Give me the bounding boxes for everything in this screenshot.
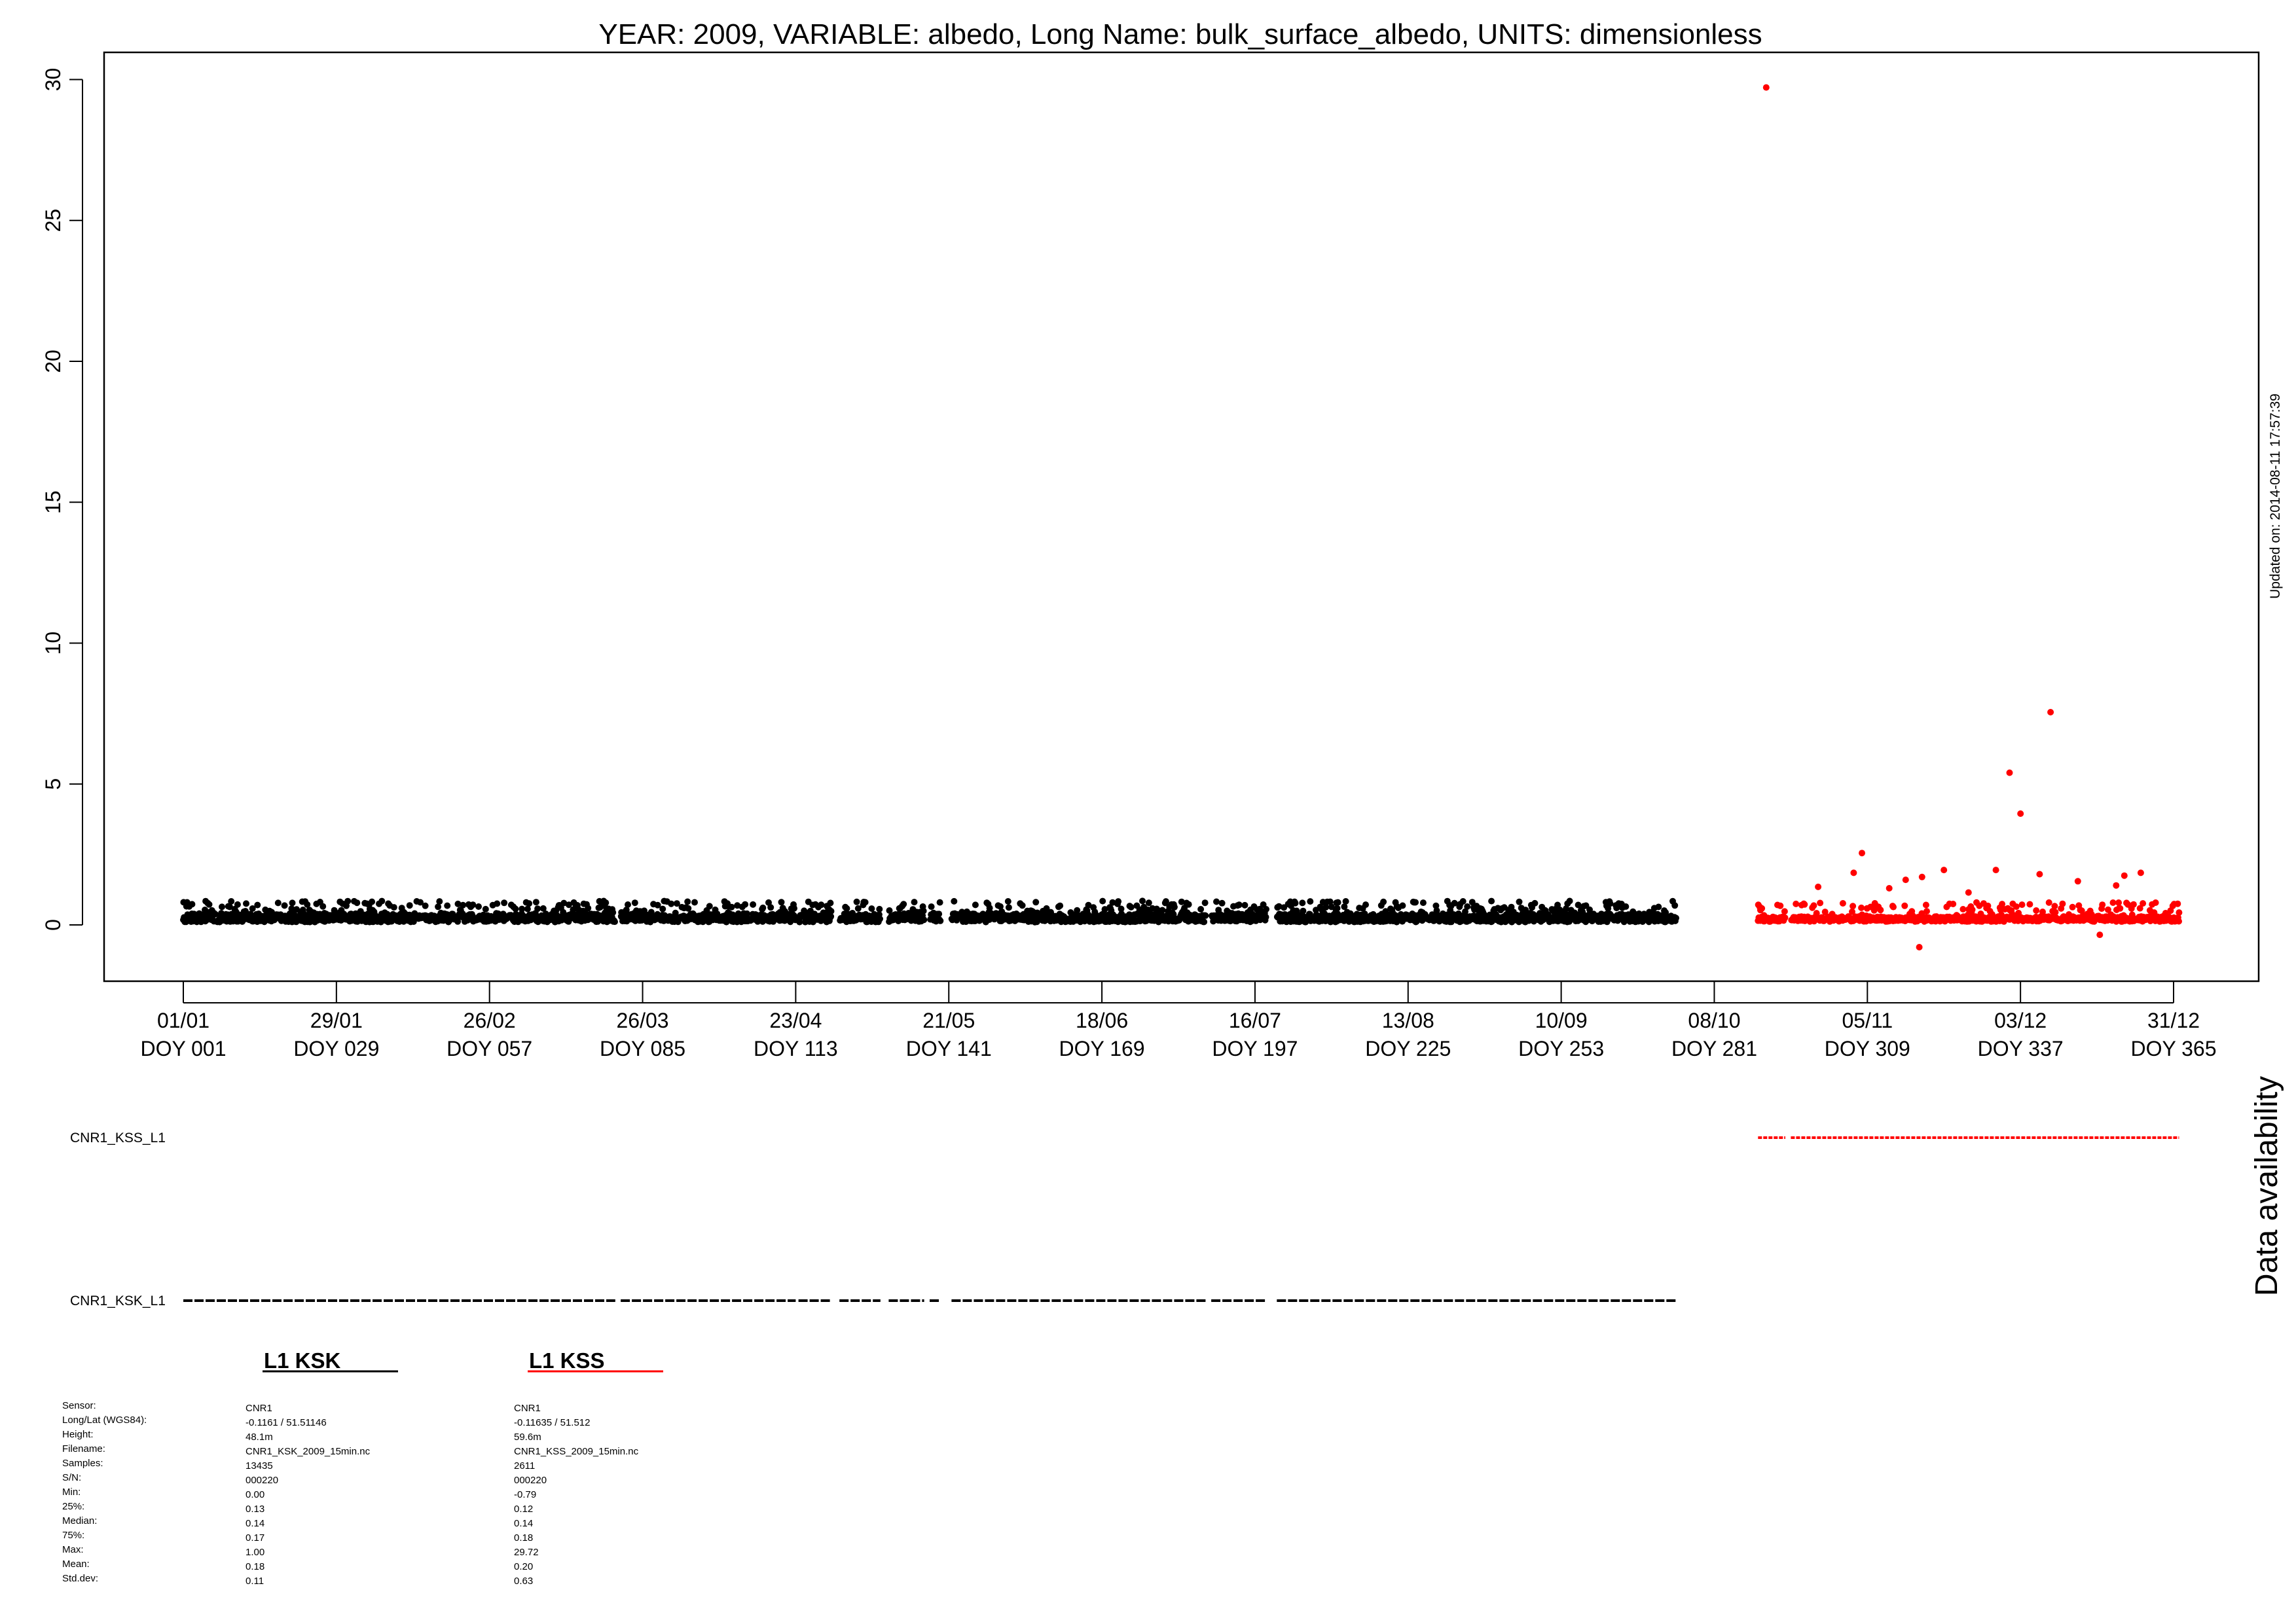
data-point	[937, 918, 943, 924]
stats-value-ksk: 1.00	[246, 1547, 265, 1558]
data-point	[742, 901, 748, 908]
data-point	[1322, 904, 1329, 911]
stats-value-kss: 0.18	[514, 1532, 534, 1543]
data-point	[501, 899, 507, 906]
data-point	[1850, 903, 1856, 909]
y-tick-label: 10	[41, 631, 65, 655]
data-point	[1531, 900, 1538, 907]
data-point-outlier	[2075, 878, 2081, 884]
data-point	[1412, 899, 1419, 906]
stats-value-kss: 2611	[514, 1460, 536, 1471]
data-point	[378, 898, 385, 905]
stats-value-ksk: CNR1_KSK_2009_15min.nc	[246, 1446, 371, 1457]
stats-value-ksk: 0.17	[246, 1532, 265, 1543]
data-point	[2130, 901, 2137, 908]
data-point	[1420, 899, 1427, 906]
data-point	[469, 901, 476, 908]
x-tick-doy: DOY 197	[1212, 1037, 1298, 1060]
y-tick-label: 15	[41, 490, 65, 514]
data-point	[391, 904, 397, 911]
stats-label: Filename:	[62, 1443, 105, 1454]
data-point	[668, 901, 674, 907]
data-point	[1146, 899, 1152, 906]
stats-label: Max:	[62, 1544, 84, 1555]
data-point	[1567, 898, 1573, 905]
data-point	[1950, 901, 1956, 907]
x-tick-doy: DOY 365	[2130, 1037, 2217, 1060]
x-tick-doy: DOY 057	[446, 1037, 533, 1060]
data-point-outlier	[2017, 810, 2024, 817]
x-tick-date: 21/05	[922, 1009, 975, 1032]
data-point	[877, 916, 883, 922]
data-point	[1202, 899, 1209, 906]
data-point	[1460, 898, 1467, 905]
data-point	[275, 899, 282, 906]
x-tick-date: 18/06	[1076, 1009, 1129, 1032]
availability-row-label: CNR1_KSS_L1	[70, 1130, 166, 1146]
data-point	[818, 901, 824, 908]
data-point	[436, 898, 443, 905]
data-point	[886, 907, 893, 914]
updated-timestamp: Updated on: 2014-08-11 17:57:39	[2268, 393, 2283, 599]
data-point	[1241, 902, 1248, 909]
data-point-outlier	[1919, 874, 1925, 880]
data-point	[2069, 904, 2076, 911]
data-point	[602, 899, 609, 906]
data-point	[1673, 915, 1679, 922]
data-point-outlier	[2121, 873, 2128, 879]
data-point	[759, 905, 766, 911]
data-point	[1671, 902, 1678, 909]
data-point	[1019, 902, 1026, 909]
data-point-outlier	[2036, 871, 2043, 878]
data-point	[189, 901, 195, 907]
chart-title: YEAR: 2009, VARIABLE: albedo, Long Name: bulk_surface_albedo, UNITS: dimensionless	[598, 18, 1762, 50]
x-tick-date: 08/10	[1688, 1009, 1741, 1032]
data-point-outlier	[1859, 850, 1865, 856]
data-availability	[70, 1130, 2179, 1308]
y-tick-label: 25	[41, 208, 65, 232]
data-point	[1516, 899, 1523, 905]
data-point	[289, 899, 296, 906]
stats-value-kss: 0.14	[514, 1518, 534, 1529]
data-point	[1299, 899, 1305, 906]
x-tick-doy: DOY 141	[905, 1037, 992, 1060]
stats-label: Median:	[62, 1515, 98, 1526]
data-point	[1362, 901, 1369, 908]
data-point	[1840, 900, 1846, 907]
data-point	[1236, 901, 1243, 908]
data-point	[659, 906, 666, 912]
y-tick-label: 20	[41, 350, 65, 373]
x-tick-date: 13/08	[1381, 1009, 1434, 1032]
data-point	[691, 899, 698, 906]
data-point	[1655, 904, 1662, 911]
data-point	[1115, 898, 1121, 905]
data-point	[936, 911, 942, 917]
data-point	[1877, 907, 1884, 913]
x-tick-doy: DOY 281	[1671, 1037, 1757, 1060]
stats-value-ksk: 0.00	[246, 1489, 265, 1500]
data-point	[1622, 903, 1629, 910]
x-tick-date: 31/12	[2147, 1009, 2200, 1032]
data-point	[1801, 901, 1808, 908]
data-point	[1171, 904, 1178, 911]
data-point	[610, 909, 616, 916]
data-point-outlier	[1993, 867, 1999, 873]
y-tick-label: 5	[41, 778, 65, 790]
x-tick-doy: DOY 029	[293, 1037, 380, 1060]
stats-value-kss: -0.11635 / 51.512	[514, 1417, 591, 1428]
data-point	[827, 900, 833, 907]
data-point	[1032, 899, 1039, 905]
data-point	[1890, 904, 1897, 911]
stats-value-ksk: CNR1	[246, 1403, 272, 1414]
data-point	[1300, 908, 1306, 914]
data-point	[494, 901, 500, 907]
legend-label: L1 KSK	[264, 1348, 341, 1373]
legend	[263, 1348, 663, 1373]
data-point	[1006, 904, 1012, 911]
data-point	[1969, 907, 1976, 913]
data-point	[2026, 901, 2033, 908]
stats-value-kss: 0.20	[514, 1561, 534, 1572]
data-point-outlier	[1941, 867, 1947, 873]
data-point	[920, 916, 927, 923]
x-tick-date: 03/12	[1994, 1009, 2047, 1032]
stats-value-kss: 0.12	[514, 1504, 534, 1515]
stats-value-ksk: 0.13	[246, 1504, 265, 1515]
plot-frame	[104, 52, 2259, 981]
data-point	[1781, 908, 1788, 914]
x-tick-date: 05/11	[1842, 1009, 1893, 1032]
data-point	[843, 905, 850, 912]
data-point	[767, 904, 774, 911]
data-point	[611, 918, 618, 925]
legend-label: L1 KSS	[529, 1348, 605, 1373]
data-point	[1202, 912, 1209, 919]
data-point	[2051, 903, 2058, 909]
data-point	[1380, 899, 1387, 905]
data-point	[1923, 908, 1930, 914]
data-point	[1901, 903, 1908, 909]
stats-label: Sensor:	[62, 1400, 96, 1411]
data-point	[526, 900, 532, 907]
data-point	[1099, 898, 1106, 905]
data-point	[862, 899, 869, 905]
data-point	[1128, 904, 1135, 911]
series-l1-kss	[1755, 84, 2182, 950]
x-tick-date: 16/07	[1228, 1009, 1281, 1032]
stats-label: Height:	[62, 1429, 94, 1440]
x-tick-doy: DOY 113	[754, 1037, 838, 1060]
data-point	[791, 905, 797, 912]
data-point-outlier	[1965, 890, 1972, 896]
data-point	[1159, 907, 1165, 914]
stats-value-ksk: 0.14	[246, 1518, 265, 1529]
x-tick-doy: DOY 001	[140, 1037, 227, 1060]
data-point	[422, 903, 429, 909]
data-point	[234, 901, 241, 908]
data-point	[2153, 899, 2159, 906]
data-point	[2174, 901, 2181, 907]
data-point	[1777, 903, 1783, 909]
data-point	[911, 899, 918, 905]
data-point	[868, 905, 875, 912]
data-point	[1607, 900, 1613, 907]
data-availability-title: Data availability	[2250, 1075, 2284, 1297]
stats-value-ksk: 0.11	[246, 1576, 264, 1587]
data-point	[1335, 899, 1341, 906]
stats-label: S/N:	[62, 1472, 82, 1483]
data-point	[475, 903, 482, 910]
data-point	[1782, 914, 1789, 921]
stats-value-ksk: -0.1161 / 51.51146	[246, 1417, 327, 1428]
data-point	[1858, 905, 1865, 911]
data-point	[407, 902, 413, 909]
data-point	[282, 902, 288, 909]
x-tick-date: 01/01	[156, 1009, 210, 1032]
data-point	[254, 902, 261, 909]
stats-label: Std.dev:	[62, 1573, 99, 1584]
x-tick-doy: DOY 085	[600, 1037, 686, 1060]
data-point	[585, 905, 591, 911]
data-point	[1197, 906, 1204, 912]
data-point-outlier	[2096, 931, 2103, 938]
availability-row-label: CNR1_KSK_L1	[70, 1293, 166, 1308]
data-point	[1139, 897, 1146, 904]
data-point	[1005, 898, 1011, 905]
data-point-outlier	[1815, 884, 1821, 890]
x-tick-date: 10/09	[1535, 1009, 1588, 1032]
series-l1-ksk	[180, 897, 1679, 925]
data-point	[920, 908, 927, 914]
stats-label: Samples:	[62, 1458, 103, 1469]
stats-label: Min:	[62, 1487, 81, 1498]
data-point	[1201, 918, 1207, 925]
statistics-table	[62, 1400, 639, 1587]
stats-value-kss: 29.72	[514, 1547, 539, 1558]
data-point	[1343, 898, 1349, 905]
data-point	[972, 901, 979, 908]
data-point	[1186, 901, 1192, 908]
stats-label: Long/Lat (WGS84):	[62, 1415, 147, 1426]
data-point	[1817, 900, 1823, 907]
data-point	[2140, 900, 2146, 907]
stats-value-ksk: 000220	[246, 1475, 279, 1486]
stats-label: Mean:	[62, 1559, 90, 1570]
data-point-outlier	[1886, 885, 1893, 892]
data-point	[937, 899, 943, 906]
data-point	[1057, 903, 1063, 909]
data-point	[1758, 905, 1765, 912]
data-point	[1793, 901, 1799, 907]
data-point	[1263, 914, 1269, 920]
y-tick-label: 30	[41, 67, 65, 92]
stats-value-kss: 0.63	[514, 1576, 534, 1587]
data-point-outlier	[2047, 709, 2054, 715]
data-point	[729, 904, 735, 911]
data-point	[2176, 909, 2182, 916]
data-point	[1399, 903, 1406, 909]
data-point	[828, 908, 835, 914]
data-point	[900, 901, 907, 907]
data-point	[2110, 899, 2117, 906]
data-point	[1334, 905, 1341, 912]
data-point	[632, 899, 638, 906]
data-point	[1219, 900, 1226, 907]
data-point-outlier	[1916, 944, 1923, 950]
data-point	[1292, 900, 1299, 907]
stats-value-kss: 000220	[514, 1475, 547, 1486]
stats-value-kss: CNR1	[514, 1403, 541, 1414]
stats-value-kss: CNR1_KSS_2009_15min.nc	[514, 1446, 639, 1457]
data-point	[951, 898, 957, 905]
x-tick-date: 26/03	[616, 1009, 669, 1032]
stats-value-ksk: 48.1m	[246, 1432, 273, 1443]
data-point	[1213, 899, 1220, 905]
x-tick-doy: DOY 225	[1365, 1037, 1451, 1060]
data-point	[369, 899, 375, 905]
data-point	[2019, 901, 2026, 908]
data-point	[1263, 906, 1269, 912]
data-point	[319, 903, 326, 910]
x-tick-date: 29/01	[310, 1009, 363, 1032]
stats-value-kss: -0.79	[514, 1489, 537, 1500]
x-axis	[140, 981, 2216, 1060]
data-point	[444, 903, 450, 909]
data-point	[928, 903, 935, 910]
data-point	[2117, 905, 2123, 912]
data-point-outlier	[2007, 770, 2013, 776]
x-tick-date: 26/02	[463, 1009, 516, 1032]
stats-value-kss: 59.6m	[514, 1432, 541, 1443]
y-axis	[41, 68, 82, 931]
data-point-outlier	[2138, 869, 2144, 876]
data-point	[1307, 898, 1313, 905]
data-point-outlier	[2113, 882, 2119, 889]
data-point	[2033, 907, 2039, 914]
data-point	[219, 903, 225, 910]
data-point	[344, 898, 351, 905]
data-point	[1464, 903, 1470, 910]
data-point	[533, 899, 539, 905]
data-point	[534, 905, 541, 912]
data-point-outlier	[1903, 876, 1909, 883]
stats-label: 75%:	[62, 1530, 85, 1541]
data-point	[2176, 918, 2182, 925]
data-point	[483, 906, 489, 912]
data-point	[1488, 898, 1495, 905]
data-point	[1810, 902, 1817, 909]
data-point	[519, 906, 525, 912]
data-point	[684, 899, 691, 905]
data-point	[854, 899, 860, 905]
x-tick-doy: DOY 253	[1518, 1037, 1605, 1060]
data-point	[706, 903, 713, 909]
data-point	[243, 900, 249, 907]
x-tick-doy: DOY 337	[1977, 1037, 2064, 1060]
x-tick-date: 23/04	[769, 1009, 822, 1032]
x-tick-doy: DOY 169	[1059, 1037, 1145, 1060]
data-point	[354, 899, 360, 906]
data-point	[460, 902, 466, 909]
stats-value-ksk: 13435	[246, 1460, 273, 1471]
y-tick-label: 0	[41, 919, 65, 931]
data-point	[876, 906, 883, 912]
stats-value-ksk: 0.18	[246, 1561, 265, 1572]
data-point-outlier	[1850, 869, 1857, 876]
data-point	[1923, 902, 1929, 909]
x-tick-doy: DOY 309	[1824, 1037, 1910, 1060]
stats-label: 25%:	[62, 1501, 85, 1512]
data-point	[2046, 899, 2052, 906]
data-point	[2059, 901, 2066, 907]
data-point	[228, 898, 234, 905]
data-point	[625, 901, 631, 908]
data-point	[778, 899, 785, 905]
data-point	[1959, 906, 1966, 912]
data-point	[206, 901, 213, 908]
data-point	[750, 901, 756, 908]
data-point-outlier	[1763, 84, 1770, 91]
data-point	[2013, 903, 2020, 910]
data-point	[2099, 901, 2105, 908]
scatter-points	[180, 84, 2182, 950]
